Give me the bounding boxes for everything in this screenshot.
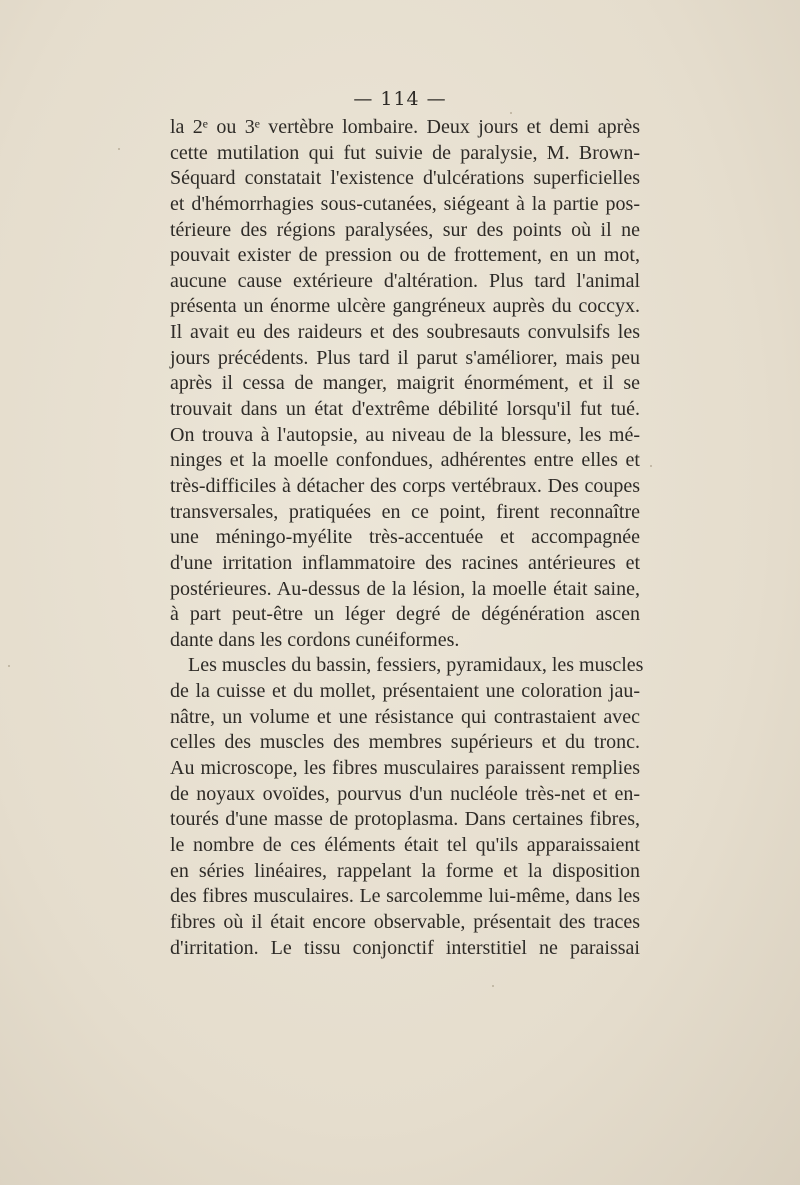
body-text xyxy=(170,115,644,961)
text-line: transversales, pratiquées en ce point, firent reconnaître xyxy=(170,500,640,523)
text-line: à part peut-être un léger degré de dégénération ascen xyxy=(170,603,640,626)
text-line: jours précédents. Plus tard il parut s'améliorer, mais peu xyxy=(170,346,640,369)
text-line: fibres où il était encore observable, présentait des traces xyxy=(170,910,640,933)
text-line: une méningo-myélite très-accentuée et accompagnée xyxy=(170,526,640,549)
paper-speck xyxy=(492,985,494,987)
text-line: postérieures. Au-dessus de la lésion, la moelle était saine, xyxy=(170,577,640,600)
paper-speck xyxy=(8,665,10,667)
text-line: pouvait exister de pression ou de frottement, en un mot, xyxy=(170,244,640,267)
paper-speck xyxy=(650,465,652,467)
text-line: aucune cause extérieure d'altération. Plus tard l'animal xyxy=(170,269,640,292)
text-line: d'une irritation inflammatoire des racines antérieures et xyxy=(170,551,640,574)
text-line: présenta un énorme ulcère gangréneux auprès du coccyx. xyxy=(170,295,640,318)
text-line: de noyaux ovoïdes, pourvus d'un nucléole très-net et en- xyxy=(170,782,640,805)
text-line: la 2ᵉ ou 3ᵉ vertèbre lombaire. Deux jours et demi après xyxy=(170,116,640,138)
text-line: Les muscles du bassin, fessiers, pyramidaux, les muscles xyxy=(188,654,644,677)
text-line: en séries linéaires, rappelant la forme et la disposition xyxy=(170,859,640,882)
text-line: nâtre, un volume et une résistance qui contrastaient avec xyxy=(170,705,640,728)
page-number: — 114 — xyxy=(353,88,447,110)
text-line: Au microscope, les fibres musculaires paraissent remplies xyxy=(170,757,640,780)
text-line: le nombre de ces éléments était tel qu'ils apparaissaient xyxy=(170,833,640,856)
text-line: des fibres musculaires. Le sarcolemme lui-même, dans les xyxy=(170,885,640,908)
text-line: tourés d'une masse de protoplasma. Dans certaines fibres, xyxy=(170,808,640,831)
text-line: Séquard constatait l'existence d'ulcérations superficielles xyxy=(170,167,640,190)
paper-speck xyxy=(118,148,120,150)
text-line: ninges et la moelle confondues, adhérentes entre elles et xyxy=(170,449,640,472)
text-line: très-difficiles à détacher des corps vertébraux. Des coupes xyxy=(170,474,640,497)
text-line: On trouva à l'autopsie, au niveau de la blessure, les mé- xyxy=(170,423,640,446)
text-line: celles des muscles des membres supérieurs et du tronc. xyxy=(170,731,640,754)
text-line: térieure des régions paralysées, sur des points où il ne xyxy=(170,218,640,241)
text-line: cette mutilation qui fut suivie de paralysie, M. Brown- xyxy=(170,141,640,164)
paper-speck xyxy=(510,112,512,114)
text-line: d'irritation. Le tissu conjonctif interstitiel ne paraissai xyxy=(170,936,640,959)
text-line: trouvait dans un état d'extrême débilité lorsqu'il fut tué. xyxy=(170,398,640,421)
text-line: de la cuisse et du mollet, présentaient une coloration jau- xyxy=(170,680,640,703)
text-line: et d'hémorrhagies sous-cutanées, siégeant à la partie pos- xyxy=(170,192,640,215)
text-line: après il cessa de manger, maigrit énormément, et il se xyxy=(170,372,640,395)
text-line: dante dans les cordons cunéiformes. xyxy=(170,628,460,651)
text-line: Il avait eu des raideurs et des soubresauts convulsifs les xyxy=(170,321,640,344)
